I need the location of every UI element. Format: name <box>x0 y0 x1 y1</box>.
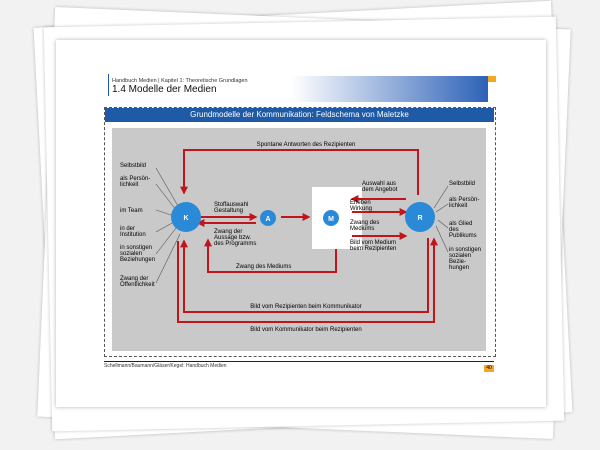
right-label: Publikums <box>449 233 477 239</box>
left-label: Zwang der <box>120 276 149 282</box>
right-label: als Persön- <box>449 197 480 203</box>
label-ka-bottom-2: Aussage bzw. <box>214 235 252 241</box>
label-medium-constraint: Zwang des Mediums <box>236 264 292 270</box>
label-ka-top-2: Gestaltung <box>214 208 244 214</box>
right-label: Bezie- <box>449 259 467 265</box>
label-mr-bottom1-2: Mediums <box>350 226 375 232</box>
right-label: lichkeit <box>449 203 468 209</box>
left-label: in der <box>120 226 136 232</box>
footer-source: Schellmann/Baumann/Gläser/Kegel: Handbuch Medien <box>104 363 227 369</box>
label-spontaneous-answers: Spontane Antworten des Rezipienten <box>256 142 356 148</box>
right-label: Selbstbild <box>449 181 476 187</box>
footer-divider <box>104 361 494 362</box>
slide <box>56 40 546 407</box>
node-recipient-label: R <box>417 215 423 222</box>
left-label: Beziehungen <box>120 257 156 263</box>
label-image-of-recipient: Bild vom Rezipienten beim Kommunikator <box>250 304 362 310</box>
label-mr-top2-2: Wirkung <box>350 206 373 212</box>
communication-diagram <box>56 40 546 407</box>
label-ka-bottom-3: des Programms <box>214 241 257 247</box>
page-title: 1.4 Modelle der Medien <box>112 84 217 95</box>
node-statement-label: A <box>265 216 271 223</box>
left-label: sozialen <box>120 251 143 257</box>
page-number: 40 <box>484 365 494 372</box>
left-label: als Persön- <box>120 176 151 182</box>
label-ka-top-1: Stoffauswahl <box>214 202 249 208</box>
label-mr-bottom2-2: beim Rezipienten <box>350 246 397 252</box>
node-communicator-label: K <box>183 215 189 222</box>
left-label: Selbstbild <box>120 163 147 169</box>
left-label: Institution <box>120 232 146 238</box>
label-image-of-communicator: Bild vom Kommunikator beim Rezipienten <box>250 327 362 333</box>
breadcrumb: Handbuch Medien | Kapitel 1: Theoretische Grundlagen <box>112 78 248 84</box>
label-mr-top1-1: Auswahl aus <box>362 181 397 187</box>
diagram-title: Grundmodelle der Kommunikation: Feldschema von Maletzke <box>105 108 494 122</box>
right-label: in sonstigen <box>449 247 482 253</box>
left-label: im Team <box>120 208 143 214</box>
right-label: hungen <box>449 265 470 271</box>
right-connector-lines <box>434 186 448 252</box>
label-mr-bottom1-1: Zwang des <box>350 220 380 226</box>
right-label: sozialen <box>449 253 472 259</box>
label-mr-top2-1: Erleben <box>350 200 371 206</box>
right-label: als Glied <box>449 221 473 227</box>
left-label: in sonstigen <box>120 245 153 251</box>
label-mr-top1-2: dem Angebot <box>362 187 398 193</box>
node-medium-label: M <box>328 216 334 223</box>
left-label: lichkeit <box>120 182 139 188</box>
label-mr-bottom2-1: Bild vom Medium <box>350 240 397 246</box>
left-label: Öffentlichkeit <box>120 282 155 288</box>
label-ka-bottom-1: Zwang der <box>214 229 243 235</box>
right-label: des <box>449 227 459 233</box>
